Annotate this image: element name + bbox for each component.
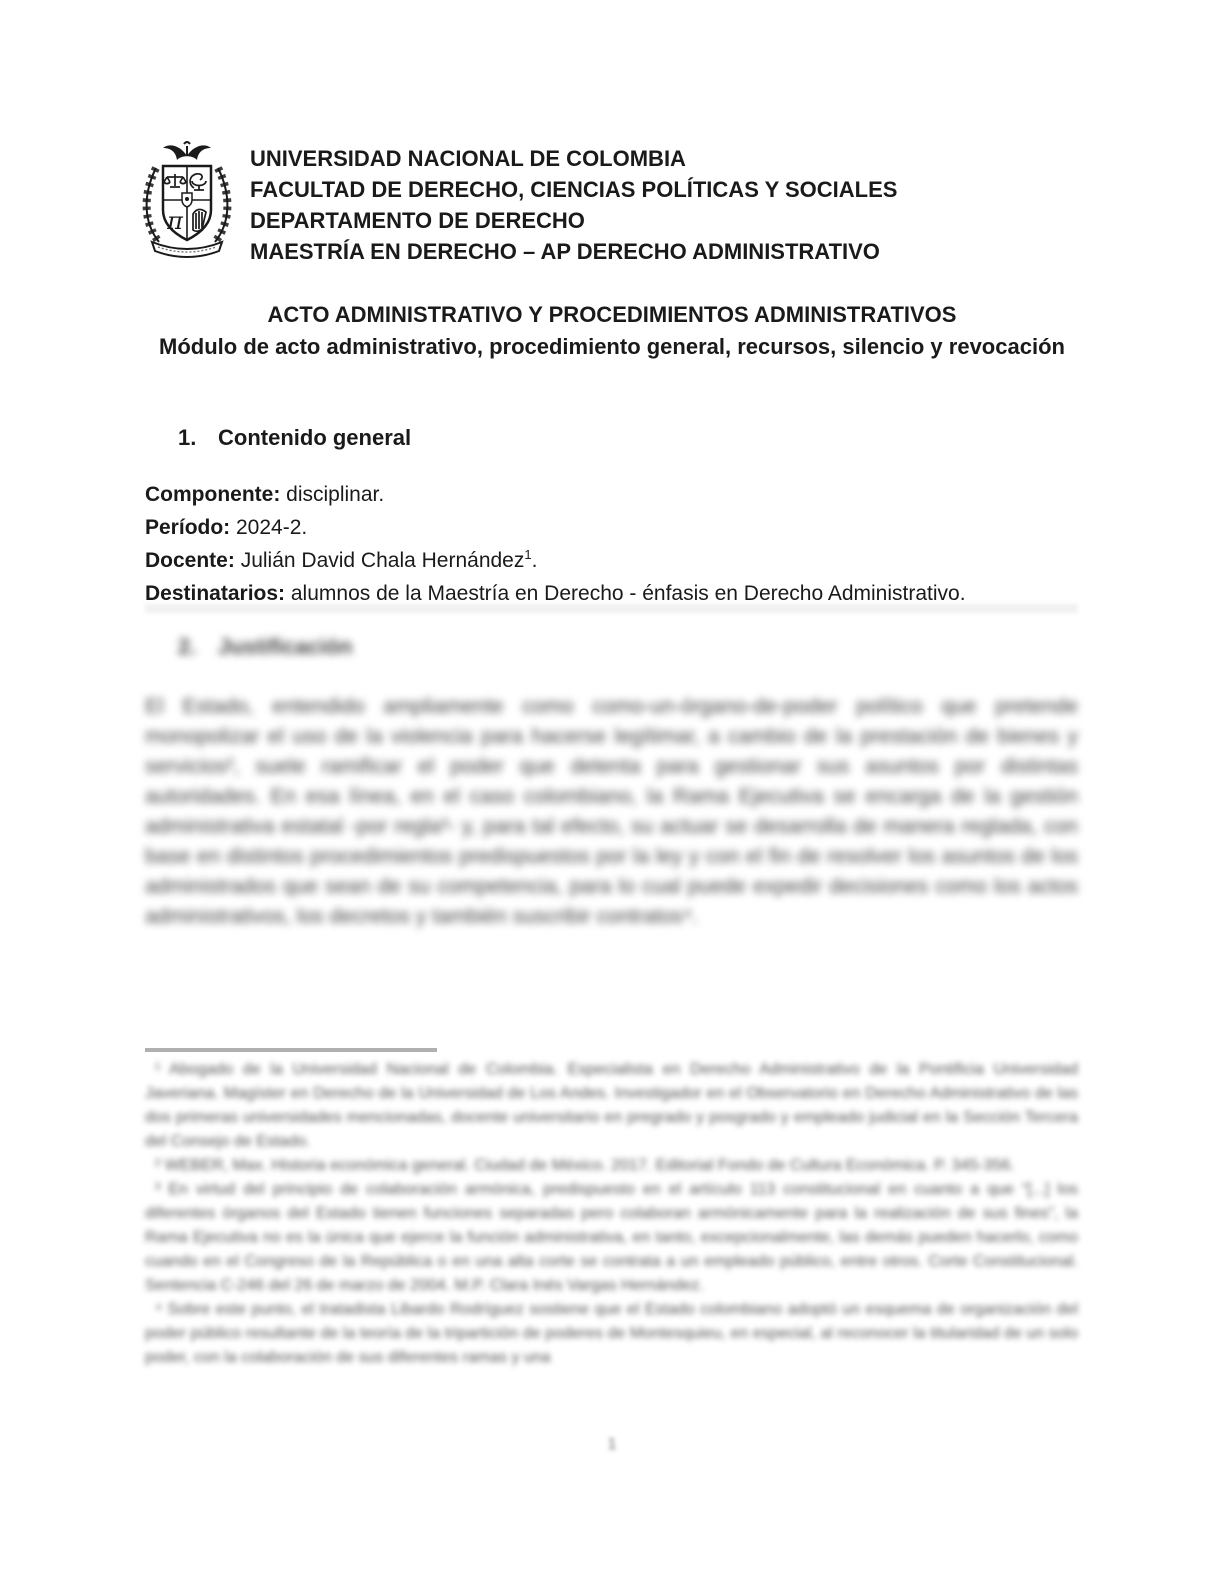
field-componente-label: Componente: (145, 483, 281, 506)
footnote-2: ² WEBER, Max. Historia económica general. Ciudad de México. 2017. Editorial Fondo de Cultura Económica. P. 345-356. (155, 1157, 1015, 1174)
page-number: 1 (607, 1436, 617, 1453)
section-number: 1. (178, 425, 197, 450)
letterhead-line-program: MAESTRÍA EN DERECHO – AP DERECHO ADMINISTRATIVO (250, 239, 880, 264)
section-number: 2. (178, 634, 197, 659)
field-destinatarios-value: alumnos de la Maestría en Derecho - énfasis en Derecho Administrativo. (285, 582, 966, 605)
universidad-nacional-crest-icon (136, 136, 238, 264)
body-paragraph-blurred: El Estado, entendido ampliamente como como-un-órgano-de-poder político que pretende monopolizar el uso de la violencia para hacerse legítimar, a cambio de la prestación de bienes y servicios², suele ramificar el poder que detenta para gestionar sus asuntos por distintas autoridades. En esa línea, en el caso colombiano, la Rama Ejecutiva se encarga de la gestión administrativa estatal -por regla³- y, para tal efecto, su actuar se desarrolla de manera reglada, con base en distintos procedimientos predispuestos por la ley y con el fin de resolver los asuntos de los administrados que sean de su competencia, para lo cual puede expedir decisiones como los actos administrativos, los decretos y también suscribir contratos⁴. (145, 695, 1078, 928)
footnote-marker-1: 1 (524, 547, 532, 562)
document-title: ACTO ADMINISTRATIVO Y PROCEDIMIENTOS ADMINISTRATIVOS (267, 302, 957, 327)
field-periodo (145, 511, 966, 544)
field-docente-label: Docente: (145, 549, 235, 572)
letterhead-line-department: DEPARTAMENTO DE DERECHO (250, 208, 585, 233)
field-docente-tail: . (531, 549, 538, 572)
field-periodo-value: 2024-2. (230, 516, 308, 539)
blur-artifact-band (145, 604, 1078, 613)
course-fields (145, 478, 966, 610)
section-heading-contenido-general (178, 425, 411, 451)
footnote-3: ³ En virtud del principio de colaboración armónica, predispuesto en el artículo 113 constitucional en cuanto a que “[...] los diferentes órganos del Estado tienen funciones separadas pero colaboran armónicamente para la realización de sus fines”, la Rama Ejecutiva no es la única que ejerce la función administrativa, en tanto, excepcionalmente, las demás pueden hacerlo, como cuando en el Congreso de la República o en una alta corte se contrata a un empleado público, entre otros. Corte Constitucional. Sentencia C-246 del 26 de marzo de 2004. M.P. Clara Inés Vargas Hernández. (145, 1181, 1078, 1294)
field-docente-value: Julián David Chala Hernández (234, 549, 525, 572)
letterhead-line-university: UNIVERSIDAD NACIONAL DE COLOMBIA (250, 146, 686, 171)
svg-text:π: π (167, 207, 183, 235)
university-crest-logo (136, 136, 238, 264)
field-destinatarios-label: Destinatarios: (145, 582, 286, 605)
document-subtitle: Módulo de acto administrativo, procedimiento general, recursos, silencio y revocación (159, 334, 1065, 359)
field-componente (145, 478, 966, 511)
footnote-separator-line (145, 1048, 437, 1052)
section-title: Justificación (218, 634, 353, 659)
field-docente (145, 544, 966, 577)
title-block (146, 299, 1078, 363)
field-periodo-label: Período: (145, 516, 231, 539)
footnote-4: ⁴ Sobre este punto, el tratadista Libardo Rodríguez sostiene que el Estado colombiano adoptó un esquema de organización del poder público resultante de la teoría de la tripartición de poderes de Montesquieu, en especial, al reconocer la titularidad de un solo poder, con la colaboración de sus diferentes ramas y una (145, 1301, 1078, 1366)
letterhead (250, 143, 1110, 267)
section-title: Contenido general (218, 425, 412, 450)
footnotes-block (145, 1058, 1078, 1370)
section-heading-justificacion-blurred (178, 634, 352, 660)
field-componente-value: disciplinar. (280, 483, 385, 506)
letterhead-line-faculty: FACULTAD DE DERECHO, CIENCIAS POLÍTICAS Y SOCIALES (250, 177, 898, 202)
footnote-1: ¹ Abogado de la Universidad Nacional de Colombia. Especialista en Derecho Administrativo de la Pontificia Universidad Javeriana. Magíster en Derecho de la Universidad de Los Andes. Investigador en el Observatorio en Derecho Administrativo de las dos primeras universidades mencionadas, docente universitario en pregrado y posgrado y empleado judicial en la Sección Tercera del Consejo de Estado. (145, 1061, 1078, 1150)
